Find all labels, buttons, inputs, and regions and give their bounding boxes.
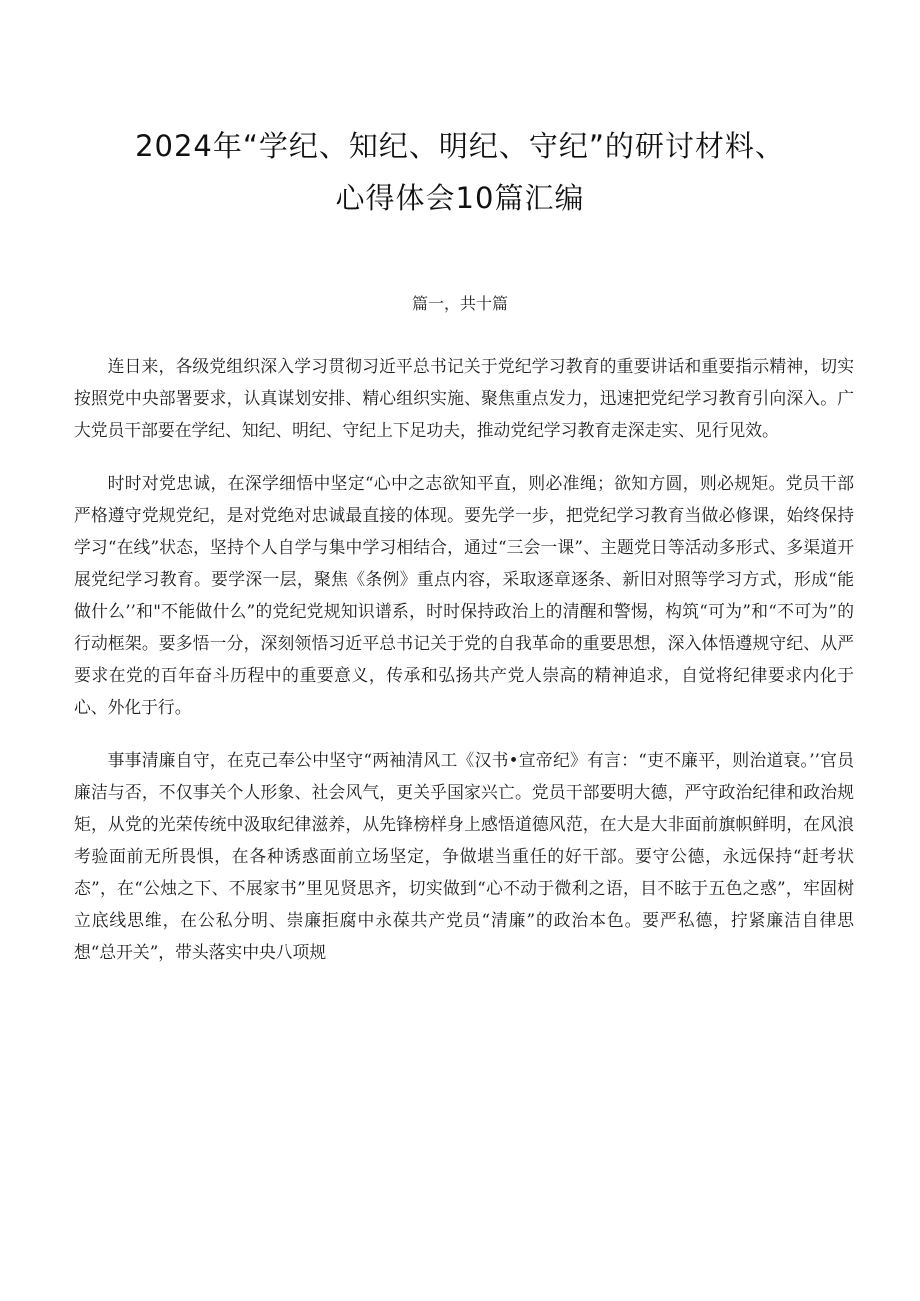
document-title	[60, 120, 860, 224]
paragraph-3: 事事清廉自守，在克己奉公中坚守“两袖清风工《汉书•宣帝纪》有言：“吏不廉平，则治道衰。’’官员廉洁与否，不仅事关个人形象、社会风气，更关乎国家兴亡。党员干部要明大德，严守政治纪律和政治规矩，从党的光荣传统中汲取纪律滋养，从先锋榜样身上感悟道德风范，在大是大非面前旗帜鲜明，在风浪考验面前无所畏惧，在各种诱惑面前立场坚定，争做堪当重任的好干部。要守公德，永远保持“赶考状态”，在“公烛之下、不展家书”里见贤思齐，切实做到“心不动于微利之语，目不眩于五色之惑”，牢固树立底线思维，在公私分明、崇廉拒腐中永葆共产党员“清廉”的政治本色。要严私德，拧紧廉洁自律思想“总开关”，带头落实中央八项规	[74, 750, 854, 962]
document-body	[74, 350, 854, 989]
section-subtitle: 篇一，共十篇	[411, 294, 508, 313]
paragraph-2: 时时对党忠诚，在深学细悟中坚定“心中之志欲知平直，则必准绳；欲知方圆，则必规矩。党员干部严格遵守党规党纪，是对党绝对忠诚最直接的体现。要先学一步，把党纪学习教育当做必修课，始终保持学习“在线”状态，坚持个人自学与集中学习相结合，通过“三会一课”、主题党日等活动多形式、多渠道开展党纪学习教育。要学深一层，聚焦《条例》重点内容，采取逐章逐条、新旧对照等学习方式，形成“能做什么’’和"不能做什么”的党纪党规知识谱系，时时保持政治上的清醒和警惕，构筑“可为”和“不可为”的行动框架。要多悟一分，深刻领悟习近平总书记关于党的自我革命的重要思想，深入体悟遵规守纪、从严要求在党的百年奋斗历程中的重要意义，传承和弘扬共产党人崇高的精神追求，自觉将纪律要求内化于心、外化于行。	[74, 473, 854, 717]
paragraph-1: 连日来，各级党组织深入学习贯彻习近平总书记关于党纪学习教育的重要讲话和重要指示精神，切实按照党中央部署要求，认真谋划安排、精心组织实施、聚焦重点发力，迅速把党纪学习教育引向深入。广大党员干部要在学纪、知纪、明纪、守纪上下足功夫，推动党纪学习教育走深走实、见行见效。	[74, 356, 854, 440]
title-line-2: 心得体会10篇汇编	[335, 181, 585, 215]
title-line-1: 2024年“学纪、知纪、明纪、守纪”的研讨材料、	[135, 129, 785, 163]
